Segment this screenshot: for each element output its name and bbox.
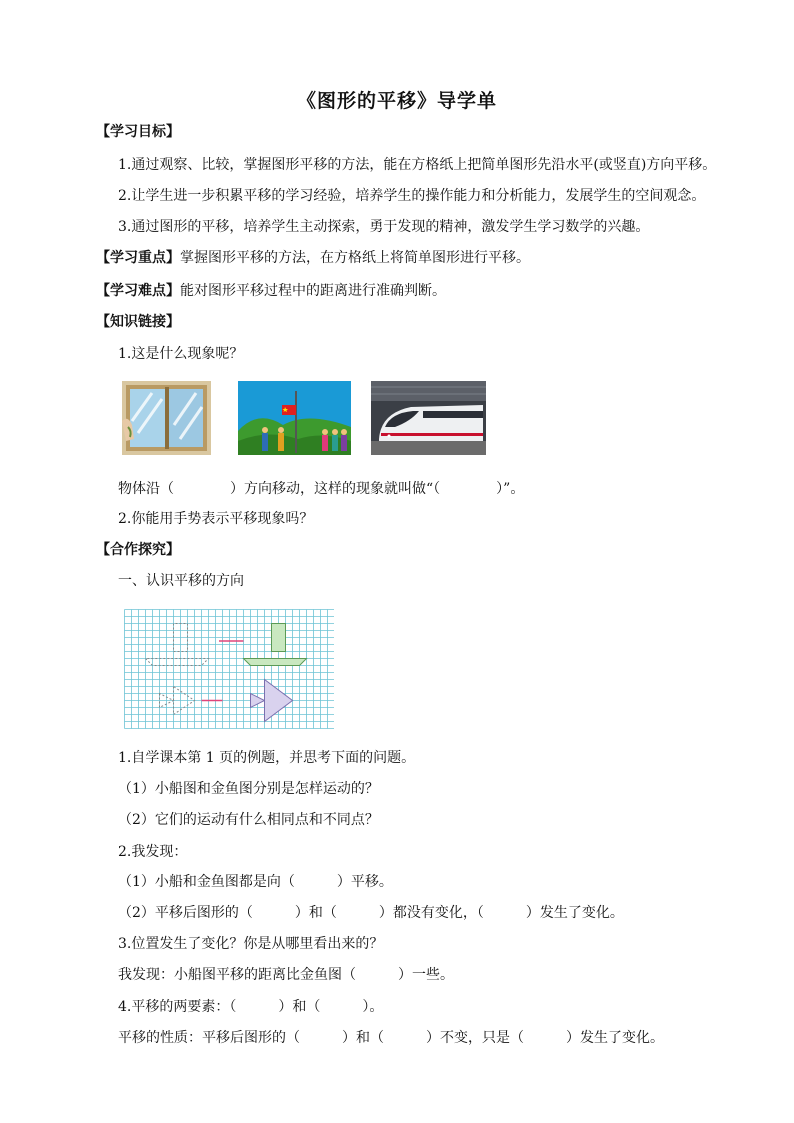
explore-property: 平移的性质：平移后图形的（ ）和（ ）不变，只是（ ）发生了变化。 — [118, 1030, 664, 1046]
grid-svg — [124, 609, 334, 731]
goal-item-2: 2.让学生进一步积累平移的学习经验，培养学生的操作能力和分析能力，发展学生的空间观念。 — [118, 188, 706, 204]
translation-grid-figure — [124, 609, 334, 735]
explore-task-4: 4.平移的两要素：（ ）和（ ）。 — [118, 999, 384, 1015]
links-fill-sentence: 物体沿（ ）方向移动，这样的现象就叫做“（ ）”。 — [118, 481, 525, 497]
section-heading-goals: 【学习目标】 — [96, 124, 180, 140]
explore-task-2b: （2）平移后图形的（ ）和（ ）都没有变化，（ ）发生了变化。 — [118, 905, 624, 921]
key-point-label: 【学习重点】 — [96, 250, 180, 266]
key-point-text: 掌握图形平移的方法，在方格纸上将简单图形进行平移。 — [180, 250, 530, 266]
moved-boat-hull — [244, 659, 307, 666]
original-boat-hull — [146, 659, 209, 666]
sliding-window-image — [122, 381, 211, 455]
section-heading-explore: 【合作探究】 — [96, 542, 180, 558]
links-question-1: 1.这是什么现象呢？ — [118, 346, 244, 362]
links-question-2: 2.你能用手势表示平移现象吗？ — [118, 511, 314, 527]
goal-item-1: 1.通过观察、比较，掌握图形平移的方法，能在方格纸上把简单图形先沿水平(或竖直)方向平移。 — [118, 157, 717, 173]
explore-task-1a: （1）小船图和金鱼图分别是怎样运动的？ — [118, 781, 379, 797]
goal-item-3: 3.通过图形的平移，培养学生主动探索，勇于发现的精神，激发学生学习数学的兴趣。 — [118, 219, 650, 235]
explore-task-3: 3.位置发生了变化？你是从哪里看出来的？ — [118, 936, 384, 952]
explore-task-2a: （1）小船和金鱼图都是向（ ）平移。 — [118, 874, 393, 890]
explore-task-2: 2.我发现： — [118, 844, 188, 860]
page-title: 《图形的平移》导学单 — [296, 90, 497, 112]
difficulty-row — [96, 281, 446, 301]
explore-task-3a: 我发现：小船图平移的距离比金鱼图（ ）一些。 — [118, 967, 454, 983]
high-speed-train-image — [371, 381, 486, 455]
difficulty-label: 【学习难点】 — [96, 283, 180, 299]
section-heading-links: 【知识链接】 — [96, 314, 180, 330]
key-point-row — [96, 248, 530, 268]
explore-subheading: 一、认识平移的方向 — [118, 573, 244, 589]
difficulty-text: 能对图形平移过程中的距离进行准确判断。 — [180, 283, 446, 299]
explore-task-1b: （2）它们的运动有什么相同点和不同点？ — [118, 812, 379, 828]
explore-task-1: 1.自学课本第 1 页的例题，并思考下面的问题。 — [118, 750, 416, 766]
flag-raising-image — [238, 381, 351, 455]
moved-boat-sail — [272, 624, 286, 652]
